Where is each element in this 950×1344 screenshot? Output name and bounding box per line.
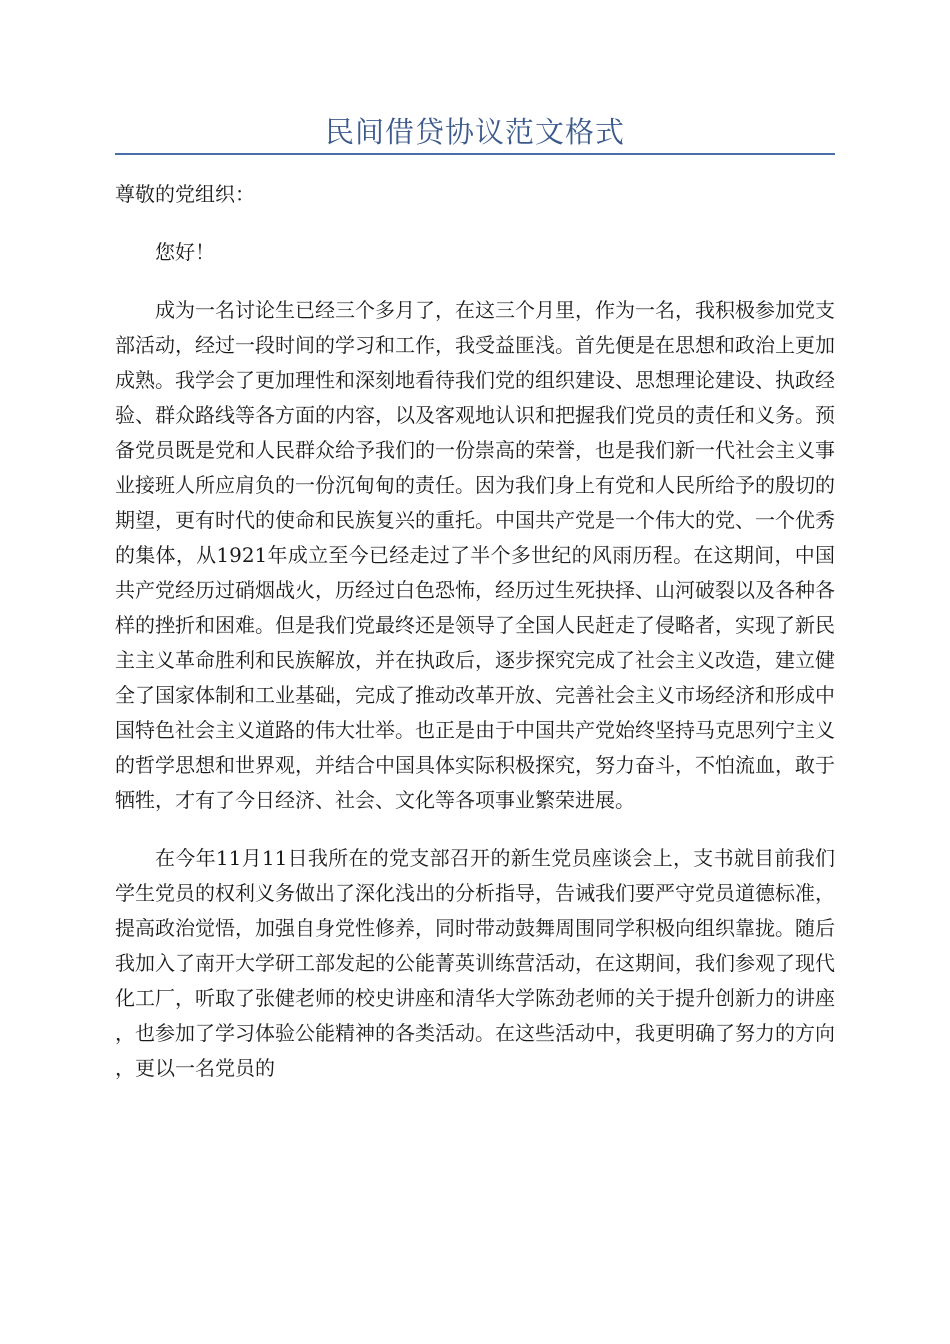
greeting: 您好！ xyxy=(155,240,215,264)
body-paragraph: 在今年11月11日我所在的党支部召开的新生党员座谈会上，支书就目前我们学生党员的权利义务做出了深化浅出的分析指导，告诫我们要严守党员道德标准，提高政治觉悟，加强自身党性修养，同时带动鼓舞周围同学积极向组织靠拢。随后我加入了南开大学研工部发起的公能菁英训练营活动，在这期间，我们参观了现代化工厂，听取了张健老师的校史讲座和清华大学陈劲老师的关于提升创新力的讲座，也参加了学习体验公能精神的各类活动。在这些活动中，我更明确了努力的方向，更以一名党员的 xyxy=(115,846,835,1080)
body-paragraph: 成为一名讨论生已经三个多月了，在这三个月里，作为一名，我积极参加党支部活动，经过一段时间的学习和工作，我受益匪浅。首先便是在思想和政治上更加成熟。我学会了更加理性和深刻地看待我们党的组织建设、思想理论建设、执政经验、群众路线等各方面的内容，以及客观地认识和把握我们党员的责任和义务。预备党员既是党和人民群众给予我们的一份崇高的荣誉，也是我们新一代社会主义事业接班人所应肩负的一份沉甸甸的责任。因为我们身上有党和人民所给予的殷切的期望，更有时代的使命和民族复兴的重托。中国共产党是一个伟大的党、一个优秀的集体，从1921年成立至今已经走过了半个多世纪的风雨历程。在这期间，中国共产党经历过硝烟战火，历经过白色恐怖，经历过生死抉择、山河破裂以及各种各样的挫折和困难。但是我们党最终还是领导了全国人民赶走了侵略者，实现了新民主主义革命胜利和民族解放，并在执政后，逐步探究完成了社会主义改造，建立健全了国家体制和工业基础，完成了推动改革开放、完善社会主义市场经济和形成中国特色社会主义道路的伟大壮举。也正是由于中国共产党始终坚持马克思列宁主义的哲学思想和世界观，并结合中国具体实际积极探究，努力奋斗，不怕流血，敢于牺牲，才有了今日经济、社会、文化等各项事业繁荣进展。 xyxy=(115,298,835,812)
document-body xyxy=(115,177,835,1109)
document-title: 民间借贷协议范文格式 xyxy=(324,115,625,149)
title-underline xyxy=(115,153,835,155)
salutation: 尊敬的党组织： xyxy=(115,182,255,206)
